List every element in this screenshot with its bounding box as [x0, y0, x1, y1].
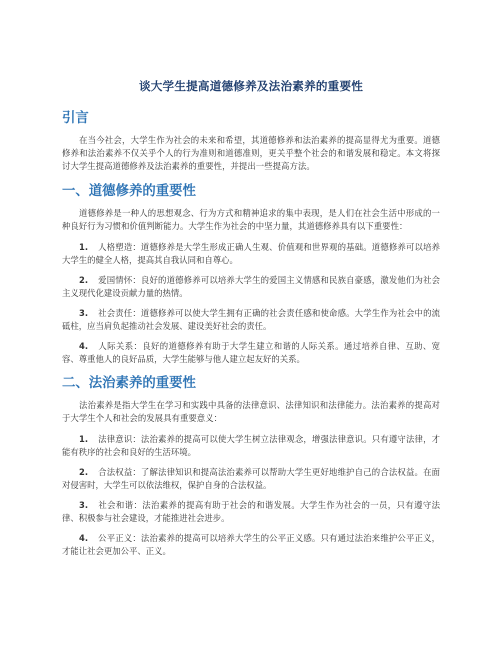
list-item-number: 3.	[79, 308, 89, 318]
list-item-text: 公平正义：法治素养的提高可以培养大学生的公平正义感。只有通过法治来维护公平正义，才能让社会更加公平、正义。	[62, 533, 440, 556]
document-title: 谈大学生提高道德修养及法治素养的重要性	[138, 79, 364, 93]
list-item	[62, 499, 440, 525]
list-item-text: 爱国情怀：良好的道德修养可以培养大学生的爱国主义情感和民族自豪感，激发他们为社会主义现代化建设贡献力量的热情。	[62, 275, 440, 298]
list-item-text: 人格塑造：道德修养是大学生形成正确人生观、价值观和世界观的基础。道德修养可以培养大学生的健全人格，提高其自我认同和自尊心。	[62, 242, 440, 265]
list-item-text: 社会和谐：法治素养的提高有助于社会的和谐发展。大学生作为社会的一员，只有遵守法律、积极参与社会建设，才能推进社会进步。	[62, 500, 440, 523]
list-item-text: 人际关系：良好的道德修养有助于大学生建立和谐的人际关系。通过培养自律、互助、宽容、尊重他人的良好品质，大学生能够与他人建立起友好的关系。	[62, 341, 440, 364]
section-2-paragraph: 法治素养是指大学生在学习和实践中具备的法律意识、法律知识和法律能力。法治素养的提高对于大学生个人和社会的发展具有重要意义：	[62, 400, 440, 423]
list-item-number: 4.	[79, 341, 89, 351]
heading-section-2: 二、法治素养的重要性	[62, 376, 196, 391]
list-item-number: 4.	[79, 533, 89, 543]
list-item	[62, 241, 440, 267]
list-item	[62, 274, 440, 300]
list-item	[62, 307, 440, 333]
heading-intro: 引言	[62, 111, 89, 126]
section-1-paragraph: 道德修养是一种人的思想观念、行为方式和精神追求的集中表现，是人们在社会生活中形成的一种良好行为习惯和价值判断能力。大学生作为社会的中坚力量，其道德修养具有以下重要性：	[62, 208, 440, 231]
list-item-text: 社会责任：道德修养可以使大学生拥有正确的社会责任感和使命感。大学生作为社会中的流砥柱，应当肩负起推动社会发展、建设美好社会的责任。	[62, 308, 440, 331]
heading-section-1: 一、道德修养的重要性	[62, 184, 196, 199]
list-item-number: 2.	[79, 467, 89, 477]
list-item	[62, 532, 440, 558]
list-item-number: 1.	[79, 242, 89, 252]
list-item-text: 法律意识：法治素养的提高可以使大学生树立法律观念，增强法律意识。只有遵守法律，才能有秩序的社会和良好的生活环境。	[62, 434, 440, 457]
list-item-number: 3.	[79, 500, 89, 510]
list-item-text: 合法权益：了解法律知识和提高法治素养可以帮助大学生更好地维护自己的合法权益。在面对侵害时，大学生可以依法维权，保护自身的合法权益。	[62, 467, 440, 490]
list-item	[62, 466, 440, 492]
list-item	[62, 340, 440, 366]
list-item-number: 1.	[79, 434, 89, 444]
list-item	[62, 433, 440, 459]
intro-paragraph: 在当今社会，大学生作为社会的未来和希望，其道德修养和法治素养的提高显得尤为重要。道德修养和法治素养不仅关乎个人的行为准则和道德准则，更关乎整个社会的和谐发展和稳定。本文将探讨大学生提高道德修养及法治素养的重要性，并提出一些提高方法。	[62, 135, 440, 171]
list-item-number: 2.	[79, 275, 89, 285]
